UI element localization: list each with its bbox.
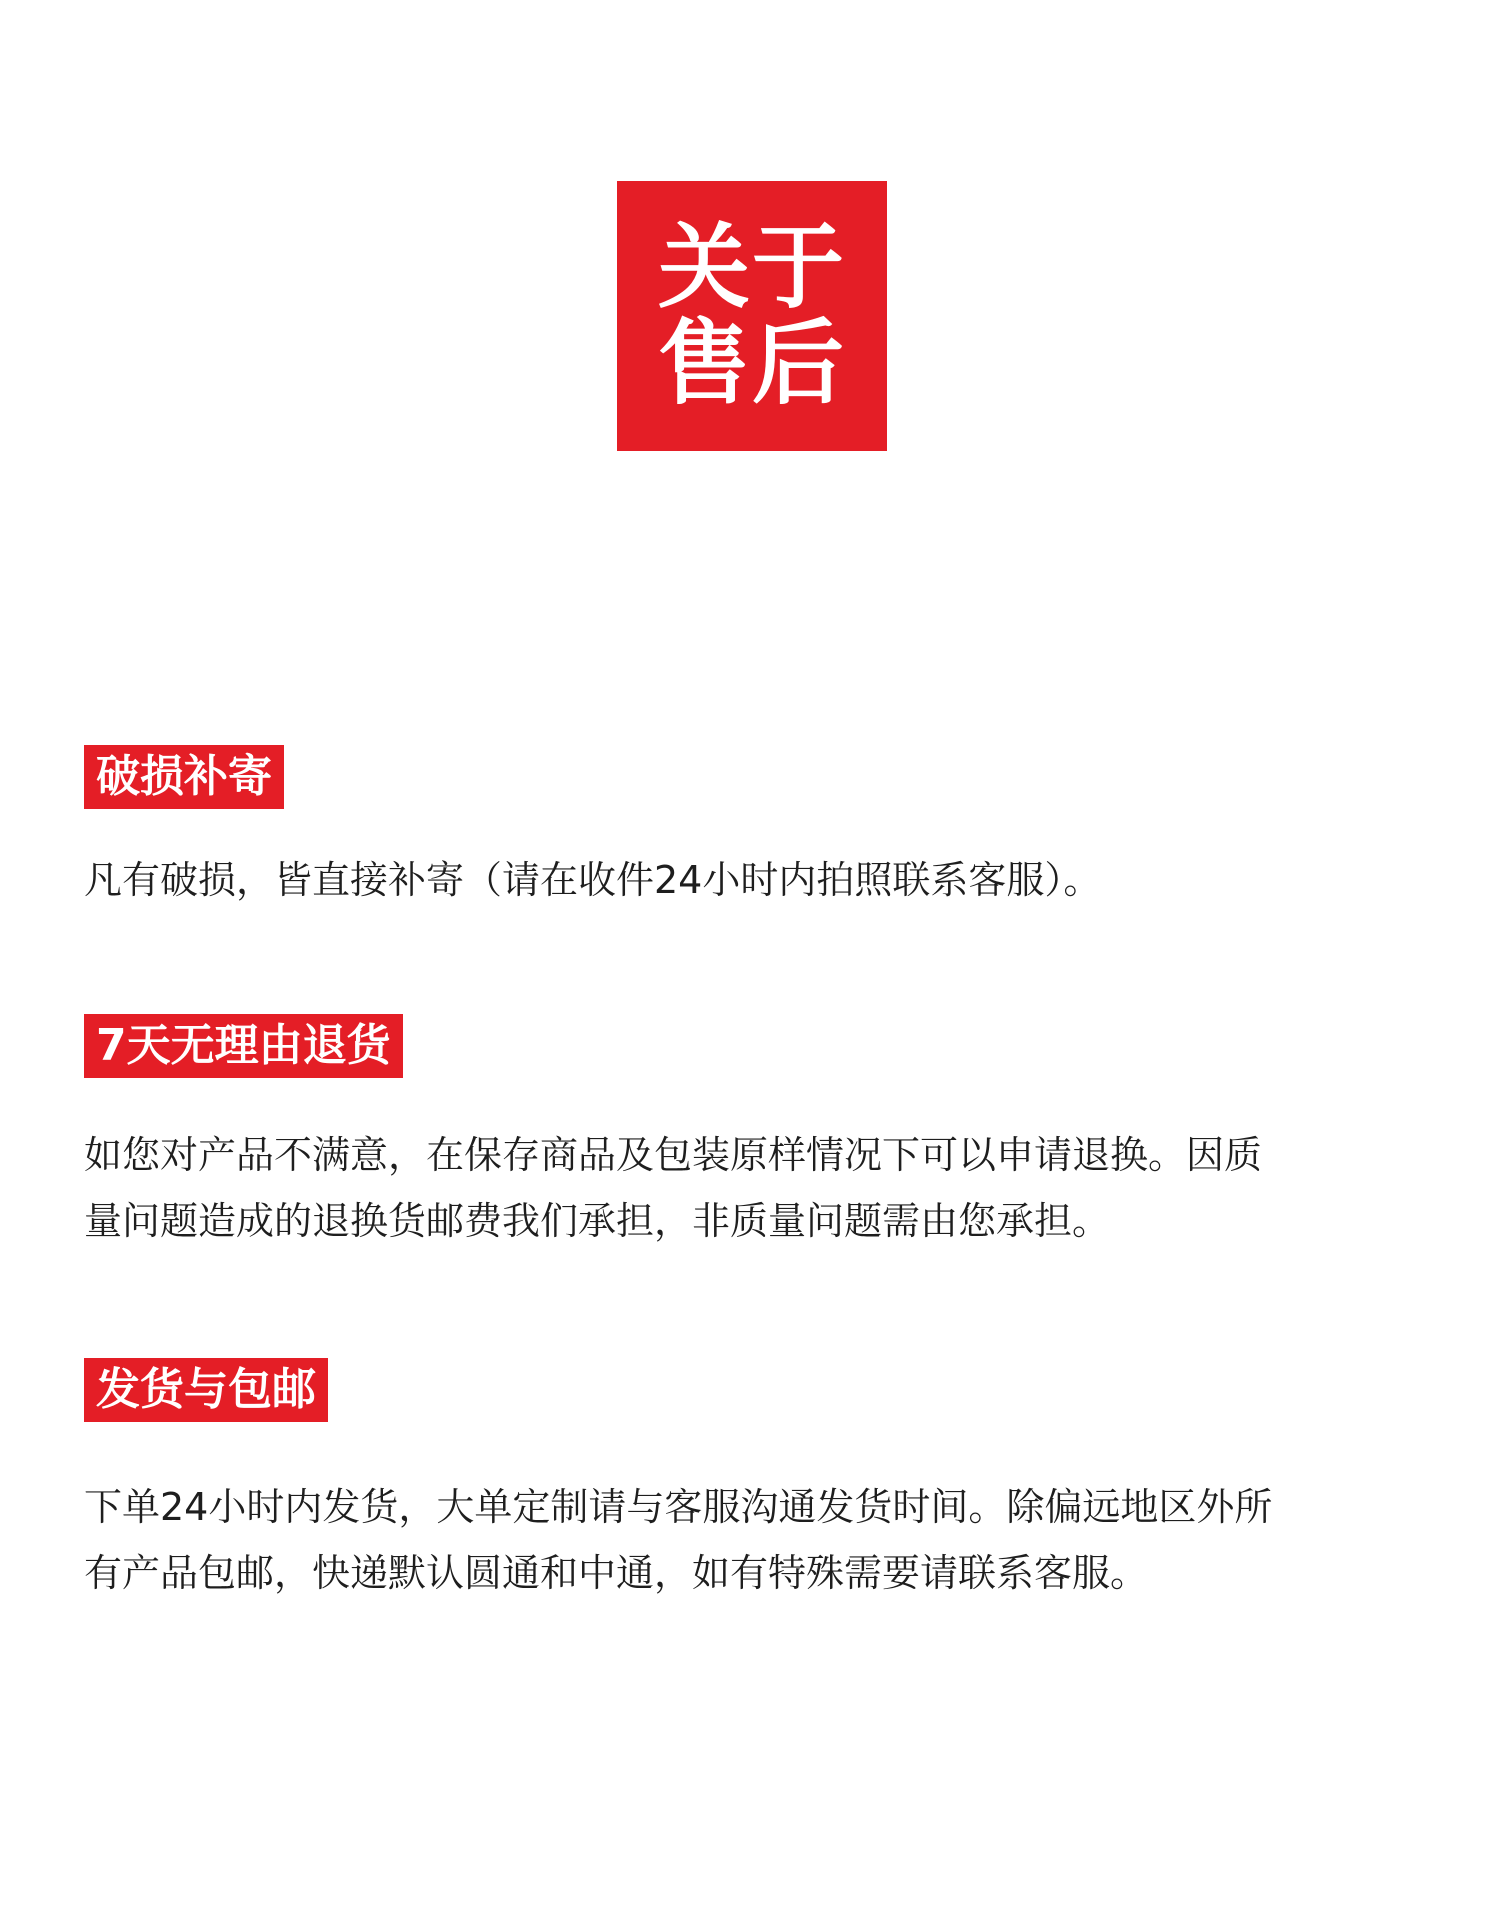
section-shipping-free-delivery [84,1358,1424,1606]
body-line: 有产品包邮，快递默认圆通和中通，如有特殊需要请联系客服。 [84,1551,1149,1595]
section-seven-day-return [84,1014,1424,1254]
body-line: 凡有破损，皆直接补寄（请在收件24小时内拍照联系客服）。 [84,858,1102,902]
section-body-seven-day-return [84,1122,1424,1254]
section-heading-seven-day-return: 7天无理由退货 [84,1014,403,1078]
body-line: 下单24小时内发货，大单定制请与客服沟通发货时间。除偏远地区外所 [84,1485,1273,1529]
section-heading-damage-reship: 破损补寄 [84,745,284,809]
title-line-1: 关于 [657,214,846,321]
after-sales-title-badge [617,181,887,451]
section-heading-shipping-free-delivery: 发货与包邮 [84,1358,328,1422]
section-body-damage-reship [84,847,1424,913]
section-body-shipping-free-delivery [84,1474,1424,1606]
title-line-2: 售后 [657,310,846,417]
body-line: 量问题造成的退换货邮费我们承担，非质量问题需由您承担。 [84,1199,1111,1243]
section-damage-reship [84,745,1424,913]
body-line: 如您对产品不满意，在保存商品及包装原样情况下可以申请退换。因质 [84,1133,1263,1177]
